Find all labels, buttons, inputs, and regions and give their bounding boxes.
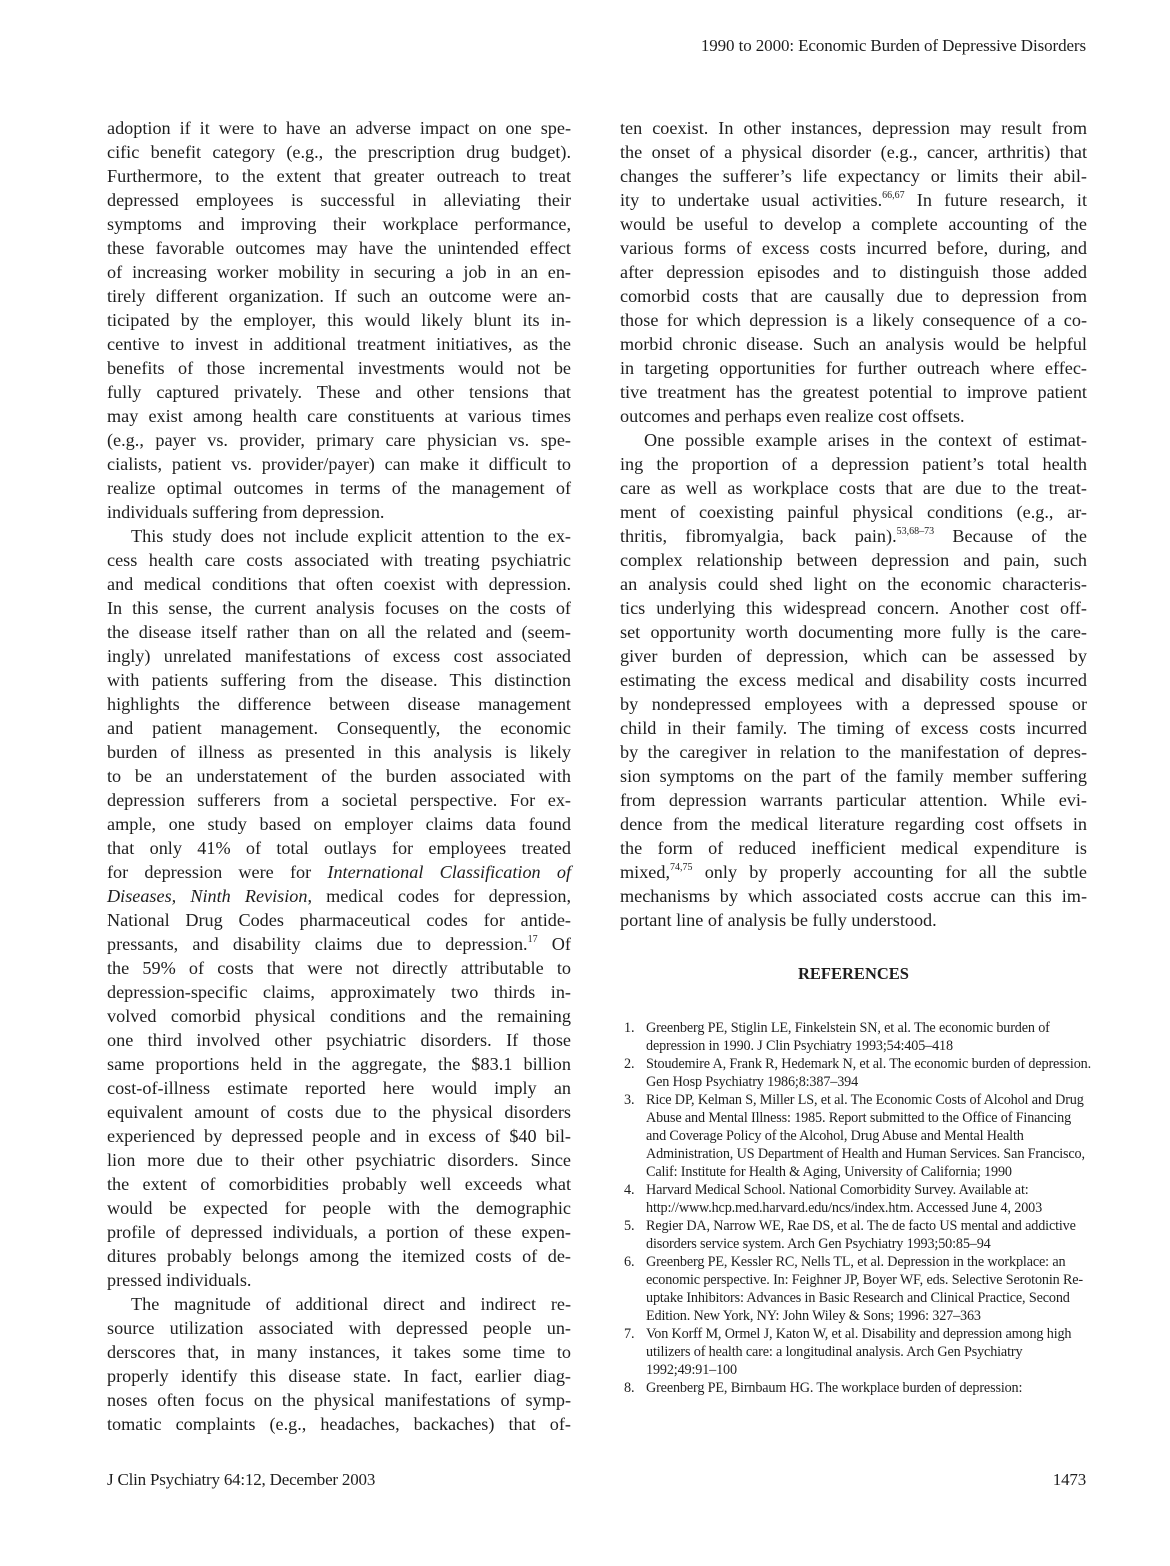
text-fragment: for depression were for xyxy=(107,862,328,882)
text-line xyxy=(620,188,1087,212)
right-column xyxy=(620,116,1087,932)
reference-item xyxy=(624,1217,1094,1253)
text-line: in targeting opportunities for further outreach where effec- xyxy=(620,358,1087,378)
text-line: morbid chronic disease. Such an analysis would be helpful xyxy=(620,334,1087,354)
text-line: depression-specific claims, approximately two thirds in- xyxy=(107,982,571,1002)
text-fragment: ity to undertake usual activities. xyxy=(620,190,883,210)
reference-text: Von Korff M, Ormel J, Katon W, et al. Disability and depression among high utilizers of health care: a longitudinal analysis. Arch Gen Psychiatry 1992;49:91–100 xyxy=(646,1326,1072,1378)
text-line: ingly) unrelated manifestations of excess cost associated xyxy=(107,646,571,666)
text-line: equivalent amount of costs due to the physical disorders xyxy=(107,1102,571,1122)
text-line: would be expected for people with the demographic xyxy=(107,1198,571,1218)
text-line: individuals suffering from depression. xyxy=(107,502,385,522)
text-line: by nondepressed employees with a depressed spouse or xyxy=(620,694,1087,714)
reference-number: 2. xyxy=(624,1056,635,1072)
reference-number: 5. xyxy=(624,1218,635,1234)
text-line: the disease itself rather than on all the related and (seem- xyxy=(107,622,571,642)
reference-number: 3. xyxy=(624,1092,635,1108)
text-line: cess health care costs associated with treating psychiatric xyxy=(107,550,571,570)
text-line: burden of illness as presented in this analysis is likely xyxy=(107,742,571,762)
text-fragment: Of xyxy=(537,934,571,954)
reference-number: 8. xyxy=(624,1380,635,1396)
text-line: centive to invest in additional treatment initiatives, as the xyxy=(107,334,571,354)
text-line: outcomes and perhaps even realize cost offsets. xyxy=(620,406,965,426)
reference-number: 7. xyxy=(624,1326,635,1342)
text-fragment: Because of the xyxy=(934,526,1087,546)
text-line: ticipated by the employer, this would likely blunt its in- xyxy=(107,310,571,330)
text-line: sion symptoms on the part of the family member suffering xyxy=(620,766,1087,786)
running-head: 1990 to 2000: Economic Burden of Depressive Disorders xyxy=(700,36,1086,55)
text-line: ten coexist. In other instances, depression may result from xyxy=(620,118,1087,138)
text-line: volved comorbid physical conditions and the remaining xyxy=(107,1006,571,1026)
text-line: tics underlying this widespread concern. Another cost off- xyxy=(620,598,1087,618)
reference-text: Regier DA, Narrow WE, Rae DS, et al. The de facto US mental and addictive disorders service system. Arch Gen Psychiatry 1993;50:85–94 xyxy=(646,1218,1076,1252)
text-line: by the caregiver in relation to the manifestation of depres- xyxy=(620,742,1087,762)
text-line: the 59% of costs that were not directly attributable to xyxy=(107,958,571,978)
text-line: (e.g., payer vs. provider, primary care physician vs. spe- xyxy=(107,430,571,450)
text-line: changes the sufferer’s life expectancy or limits their abil- xyxy=(620,166,1087,186)
text-line: depressed employees is successful in alleviating their xyxy=(107,190,571,210)
text-line: derscores that, in many instances, it takes some time to xyxy=(107,1342,571,1362)
reference-item xyxy=(624,1325,1094,1379)
text-line: The magnitude of additional direct and indirect re- xyxy=(131,1294,571,1314)
reference-item xyxy=(624,1253,1094,1325)
reference-text: Greenberg PE, Kessler RC, Nells TL, et al. Depression in the workplace: an economic perspective. In: Feighner JP, Boyer WF, eds. Selective Serotonin Re-uptake Inhibitors: Advances in Basic Research and Clinical Practice, Second Edition. New York, NY: John Wiley & Sons; 1996: 327–363 xyxy=(646,1254,1084,1324)
text-fragment: thritis, fibromyalgia, back pain). xyxy=(620,526,897,546)
text-line: from depression warrants particular attention. While evi- xyxy=(620,790,1087,810)
text-line: cost-of-illness estimate reported here would imply an xyxy=(107,1078,571,1098)
text-line: noses often focus on the physical manifestations of symp- xyxy=(107,1390,571,1410)
text-line: ample, one study based on employer claims data found xyxy=(107,814,571,834)
text-line: those for which depression is a likely consequence of a co- xyxy=(620,310,1087,330)
reference-text: Harvard Medical School. National Comorbidity Survey. Available at: http://www.hcp.med.harvard.edu/ncs/index.htm. Accessed June 4, 2003 xyxy=(646,1182,1043,1216)
text-line: pressed individuals. xyxy=(107,1270,252,1290)
reference-item xyxy=(624,1019,1094,1055)
text-line: comorbid costs that are causally due to depression from xyxy=(620,286,1087,306)
text-line: ment of coexisting painful physical conditions (e.g., ar- xyxy=(620,502,1087,522)
journal-citation-footer: J Clin Psychiatry 64:12, December 2003 xyxy=(107,1470,376,1489)
text-line: fully captured privately. These and other tensions that xyxy=(107,382,571,402)
text-line xyxy=(620,524,1087,548)
text-line: One possible example arises in the context of estimat- xyxy=(644,430,1087,450)
references-list xyxy=(624,1019,1094,1397)
citation: 53,68–73 xyxy=(896,526,935,537)
text-line: with patients suffering from the disease. This distinction xyxy=(107,670,571,690)
reference-text: Greenberg PE, Stiglin LE, Finkelstein SN, et al. The economic burden of depression in 1990. J Clin Psychiatry 1993;54:405–418 xyxy=(646,1020,1050,1054)
text-line: an analysis could shed light on the economic characteris- xyxy=(620,574,1087,594)
text-line: mechanisms by which associated costs accrue can this im- xyxy=(620,886,1087,906)
text-line: the onset of a physical disorder (e.g., cancer, arthritis) that xyxy=(620,142,1087,162)
reference-number: 4. xyxy=(624,1182,635,1198)
text-line: one third involved other psychiatric disorders. If those xyxy=(107,1030,571,1050)
text-line: and medical conditions that often coexist with depression. xyxy=(107,574,571,594)
text-line: various forms of excess costs incurred before, during, and xyxy=(620,238,1087,258)
reference-text: Rice DP, Kelman S, Miller LS, et al. The Economic Costs of Alcohol and Drug Abuse and Mental Illness: 1985. Report submitted to the Office of Financing and Coverage Policy of the Alcohol, Drug Abuse and Mental Health Administration, US Department of Health and Human Services. San Francisco, Calif: Institute for Health & Aging, University of California; 1990 xyxy=(646,1092,1085,1180)
text-line: Furthermore, to the extent that greater outreach to treat xyxy=(107,166,571,186)
text-line: to be an understatement of the burden associated with xyxy=(107,766,571,786)
reference-text: Stoudemire A, Frank R, Hedemark N, et al. The economic burden of depression. Gen Hosp Psychiatry 1986;8:387–394 xyxy=(646,1056,1091,1090)
citation: 17 xyxy=(527,934,538,945)
reference-item xyxy=(624,1379,1094,1397)
text-line: the form of reduced inefficient medical expenditure is xyxy=(620,838,1087,858)
reference-item xyxy=(624,1055,1094,1091)
text-line: same proportions held in the aggregate, the $83.1 billion xyxy=(107,1054,571,1074)
citation: 66,67 xyxy=(882,190,905,201)
page-number: 1473 xyxy=(1052,1470,1086,1489)
text-line xyxy=(620,860,1087,884)
text-line: profile of depressed individuals, a portion of these expen- xyxy=(107,1222,571,1242)
text-line: tirely different organization. If such an outcome were an- xyxy=(107,286,571,306)
text-line xyxy=(107,932,571,956)
text-line: child in their family. The timing of excess costs incurred xyxy=(620,718,1087,738)
text-fragment: pressants, and disability claims due to depression. xyxy=(107,934,528,954)
text-line: dence from the medical literature regarding cost offsets in xyxy=(620,814,1087,834)
text-line: highlights the difference between disease management xyxy=(107,694,571,714)
left-column xyxy=(107,116,571,1436)
text-line: cialists, patient vs. provider/payer) can make it difficult to xyxy=(107,454,571,474)
reference-item xyxy=(624,1091,1094,1181)
text-line: benefits of those incremental investments would not be xyxy=(107,358,571,378)
text-line: In this sense, the current analysis focuses on the costs of xyxy=(107,598,571,618)
text-line: the extent of comorbidities probably well exceeds what xyxy=(107,1174,571,1194)
text-line: ditures probably belongs among the itemized costs of de- xyxy=(107,1246,571,1266)
references-heading: REFERENCES xyxy=(798,964,909,983)
text-line: set opportunity worth documenting more fully is the care- xyxy=(620,622,1087,642)
text-line: tomatic complaints (e.g., headaches, backaches) that of- xyxy=(107,1414,571,1434)
citation: 74,75 xyxy=(670,862,693,873)
text-fragment: only by properly accounting for all the subtle xyxy=(692,862,1087,882)
text-line: depression sufferers from a societal perspective. For ex- xyxy=(107,790,571,810)
text-line: This study does not include explicit attention to the ex- xyxy=(131,526,571,546)
italic-title: International Classification of xyxy=(327,862,571,882)
text-line: properly identify this disease state. In fact, earlier diag- xyxy=(107,1366,571,1386)
text-line: estimating the excess medical and disability costs incurred xyxy=(620,670,1087,690)
text-line: experienced by depressed people and in excess of $40 bil- xyxy=(107,1126,571,1146)
text-line: tive treatment has the greatest potential to improve patient xyxy=(620,382,1087,402)
text-line: after depression episodes and to distinguish those added xyxy=(620,262,1087,282)
text-line: giver burden of depression, which can be assessed by xyxy=(620,646,1087,666)
text-line: adoption if it were to have an adverse impact on one spe- xyxy=(107,118,571,138)
text-line: that only 41% of total outlays for employees treated xyxy=(107,838,571,858)
text-line xyxy=(107,884,571,908)
text-line: symptoms and improving their workplace performance, xyxy=(107,214,571,234)
text-line: may exist among health care constituents at various times xyxy=(107,406,571,426)
text-line: of increasing worker mobility in securing a job in an en- xyxy=(107,262,571,282)
text-fragment: mixed, xyxy=(620,862,671,882)
text-fragment: , medical codes for depression, xyxy=(307,886,571,906)
text-line: care as well as workplace costs that are due to the treat- xyxy=(620,478,1087,498)
reference-text: Greenberg PE, Birnbaum HG. The workplace burden of depression: xyxy=(646,1380,1023,1396)
reference-number: 1. xyxy=(624,1020,635,1036)
text-line: realize optimal outcomes in terms of the management of xyxy=(107,478,571,498)
text-line: cific benefit category (e.g., the prescription drug budget). xyxy=(107,142,571,162)
text-line: source utilization associated with depressed people un- xyxy=(107,1318,571,1338)
text-line: these favorable outcomes may have the unintended effect xyxy=(107,238,571,258)
text-line: complex relationship between depression and pain, such xyxy=(620,550,1087,570)
reference-item xyxy=(624,1181,1094,1217)
text-line: portant line of analysis be fully understood. xyxy=(620,910,937,930)
italic-title: Diseases, Ninth Revision xyxy=(107,886,308,906)
reference-number: 6. xyxy=(624,1254,635,1270)
text-line: lion more due to their other psychiatric disorders. Since xyxy=(107,1150,571,1170)
text-line: National Drug Codes pharmaceutical codes for antide- xyxy=(107,910,571,930)
text-line: ing the proportion of a depression patient’s total health xyxy=(620,454,1087,474)
text-line: would be useful to develop a complete accounting of the xyxy=(620,214,1087,234)
text-line: and patient management. Consequently, the economic xyxy=(107,718,571,738)
text-line xyxy=(107,860,571,884)
text-fragment: In future research, it xyxy=(904,190,1087,210)
